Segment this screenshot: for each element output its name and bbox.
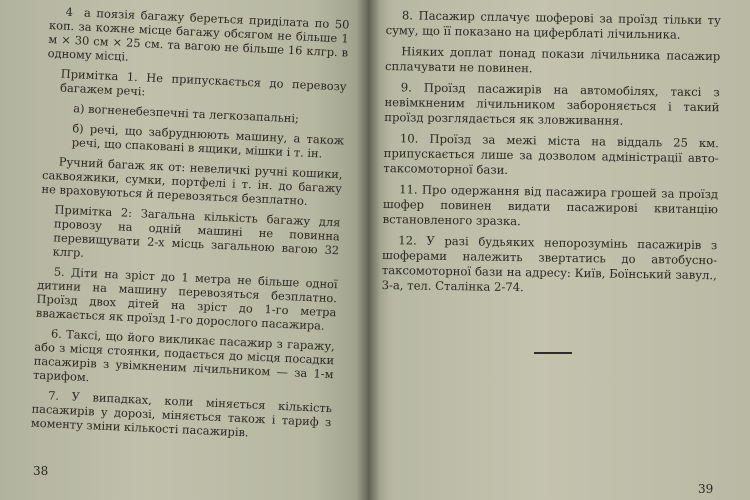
left-page-text [30, 4, 349, 449]
paragraph-9: 9. Проїзд пасажирів на автомобілях, таксі з невімкненим лічильником забороняється і такий проїзд розглядається як зловживання. [384, 80, 720, 128]
page-number-left: 38 [33, 464, 49, 478]
left-page [0, 0, 368, 500]
section-divider-rule [534, 352, 572, 354]
paragraph-10: 10. Проїзд за межі міста на віддаль 25 км. припускається лише за дозволом адміністрації авто-таксомоторної бази. [383, 131, 720, 177]
right-page [368, 0, 750, 500]
note-1-item-a: а) вогненебезпечні та легкозапальні; [72, 101, 300, 126]
note-2: Примітка 2: Загальна кількість багажу для провозу на одній машині не повинна перевищувати 2-х місць загальною вагою 32 клгр. [52, 202, 341, 260]
paragraph-8: 8. Пасажир сплачує шоферові за проїзд тільки ту суму, що її показано на циферблаті лічильника. [385, 8, 721, 42]
right-page-text [381, 8, 721, 304]
paragraph-11: 11. Про одержання від пасажира грошей за проїзд шофер повинен видати пасажирові квитанцію встановленого зразка. [382, 182, 719, 229]
page-number-right: 39 [698, 482, 714, 496]
paragraph-5: 5. Діти на зріст до 1 метра не більше одної дитини на машину перевозяться безплатно. Проїзд двох дітей на зріст до 1-го метра вважається як проїзд 1-го дорослого пасажира. [35, 264, 338, 333]
no-extra-payment-paragraph: Ніяких доплат понад покази лічильника пасажир сплачувати не повинен. [384, 44, 721, 76]
book-spine-gutter [356, 0, 380, 500]
paragraph-7: 7. У випадках, коли міняється кількість пасажирів у дорозі, міняється також і тариф з моменту зміни кількості пасажирів. [30, 388, 333, 440]
note-1-title: Примітка 1. Не припускається до перевозу багажем речі: [59, 66, 347, 99]
paragraph-6: 6. Таксі, що його викликає пасажир з гаражу, або з місця стоянки, подається до місця посадки пасажирів з увімкненим лічильником — за 1-м тарифом. [32, 326, 336, 385]
note-1-item-b: б) речі, що забруднюють машину, а також речі, що спаковані в ящики, мішки і т. ін. [71, 121, 345, 161]
paragraph-4: 4 а поязія багажу береться приділата по 50 коп. за кожне місце багажу обсягом не більше 1 м × 30 см × 25 см. та вагою не більше 16 клгр. в одному місці. [47, 4, 350, 64]
hand-luggage-paragraph: Ручний багаж як от: невеличкі ручні кошики, саквояжики, сумки, портфелі і т. ін. до багажу не враховуються й перевозяться безплатно. [41, 154, 343, 208]
paragraph-12: 12. У разі будьяких непорозумінь пасажирів з шоферами належить звертатись до автобусно-таксомоторної бази на адресу: Київ, Боїнський завул., 3-а, тел. Сталінка 2-74. [381, 233, 718, 295]
